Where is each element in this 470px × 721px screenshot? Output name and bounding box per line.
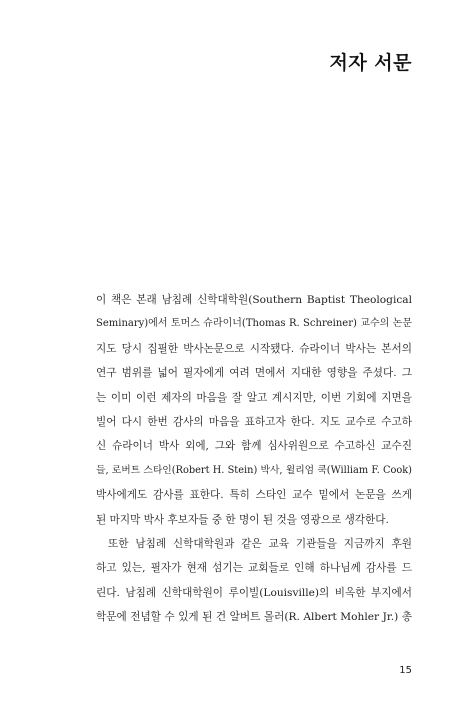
text-line: 이 책은 본래 남침례 신학대학원(Southern Baptist Theological (96, 294, 412, 306)
text-line: 하고 있는, 필자가 현재 섬기는 교회들로 인해 하나님께 감사를 드 (96, 562, 412, 575)
page-number: 15 (399, 665, 412, 676)
text-line: 학문에 전념할 수 있게 된 건 알버트 몰러(R. Albert Mohler Jr.) 총 (96, 611, 412, 624)
text-line: 지도 당시 집필한 박사논문으로 시작됐다. 슈라이너 박사는 본서의 (96, 342, 412, 355)
text-line: 는 이미 이런 제자의 마음을 잘 알고 계시지만, 이번 기회에 지면을 (96, 391, 412, 404)
text-line: 박사에게도 감사를 표한다. 특히 스타인 교수 밑에서 논문을 쓰게 (96, 489, 412, 502)
chapter-heading: 저자 서문 (329, 52, 412, 74)
text-line: 빌어 다시 한번 감사의 마음을 표하고자 한다. 지도 교수로 수고하 (96, 416, 412, 429)
text-line: 또한 남침례 신학대학원과 같은 교육 기관들을 지금까지 후원 (108, 538, 412, 551)
text-line: 신 슈라이너 박사 외에, 그와 함께 심사위원으로 수고하신 교수진 (96, 440, 412, 453)
text-line: Seminary)에서 토머스 슈라이너(Thomas R. Schreiner) 교수의 논문 (96, 318, 412, 330)
text-line: 연구 범위를 넓어 필자에게 여려 면에서 지대한 영향을 주셨다. 그 (96, 367, 412, 380)
preface-body (96, 288, 412, 630)
text-line: 된 마지막 박사 후보자들 중 한 명이 된 것을 영광으로 생각한다. (96, 513, 389, 526)
text-line: 린다. 남침례 신학대학원이 루이빌(Louisville)의 비옥한 부지에서 (96, 586, 412, 599)
text-line: 들, 로버트 스타인(Robert H. Stein) 박사, 윌리엄 쿡(William F. Cook) (96, 464, 412, 476)
